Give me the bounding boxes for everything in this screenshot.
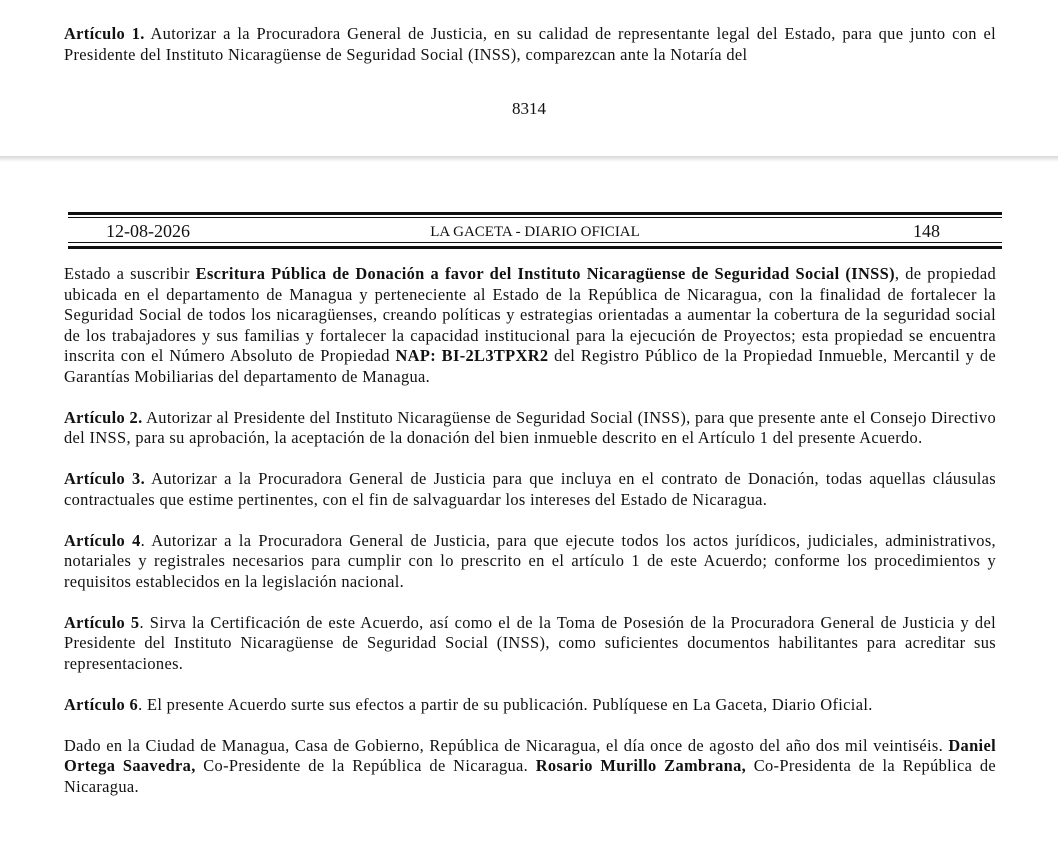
header-title: LA GACETA - DIARIO OFICIAL (430, 224, 640, 240)
article-6-text: . El presente Acuerdo surte sus efectos a partir de su publicación. Publíquese en La Gaceta, Diario Oficial. (138, 694, 873, 714)
header-rule-bottom-thick (68, 246, 1002, 249)
page-separator (0, 156, 1058, 162)
bold-nap-number: NAP: BI-2L3TPXR2 (395, 346, 549, 365)
article-1-text: Autorizar a la Procuradora General de Justicia, en su calidad de representante legal del Estado, para que junto con el Presidente del Instituto Nicaragüense de Seguridad Social (INSS), comparezcan ante la Notaría del (64, 24, 996, 64)
header-issue-number: 148 (913, 221, 940, 241)
page-number: 8314 (512, 99, 546, 118)
signatory-2: Rosario Murillo Zambrana, (535, 756, 747, 775)
gazette-header (68, 212, 1002, 249)
article-2-text: Autorizar al Presidente del Instituto Nicaragüense de Seguridad Social (INSS), para que presente ante el Consejo Directivo del INSS, para su aprobación, la aceptación de la donación del bien inmueble descrito en el Artículo 1 del presente Acuerdo. (64, 407, 996, 447)
text-run: Co-Presidenta de la República de Nicaragua. (64, 756, 997, 796)
text-run: Co-Presidente de la República de Nicaragua. (195, 756, 536, 775)
article-2-paragraph (64, 408, 996, 449)
article-3-text: Autorizar a la Procuradora General de Justicia para que incluya en el contrato de Donación, todas aquellas cláusulas contractuales que estime pertinentes, con el fin de salvaguardar los intereses del Estado de Nicaragua. (64, 469, 996, 509)
article-2-label: Artículo 2. (64, 407, 143, 427)
bold-donation-title: Escritura Pública de Donación a favor del Instituto Nicaragüense de Seguridad Social (INSS) (195, 264, 895, 283)
article-4-text: . Autorizar a la Procuradora General de Justicia, para que ejecute todos los actos jurídicos, judiciales, administrativos, notariales y registrales necesarios para cumplir con lo prescrito en el artículo 1 de este Acuerdo; conforme los procedimientos y requisitos establecidos en la legislación nacional. (64, 530, 996, 591)
header-date: 12-08-2026 (106, 221, 190, 241)
article-4-paragraph (64, 531, 996, 593)
article-3-paragraph (64, 469, 996, 510)
article-1-label: Artículo 1. (64, 24, 145, 43)
article-1-paragraph (64, 24, 996, 65)
closing-paragraph (64, 736, 996, 798)
text-run: del Registro Público de la Propiedad Inmueble, Mercantil y de Garantías Mobiliarias del departamento de Managua. (64, 346, 997, 386)
article-6-label: Artículo 6 (64, 694, 139, 714)
header-rule-top-thin (68, 217, 1002, 218)
header-rule-top-thick (68, 212, 1002, 215)
text-run: Estado a suscribir (64, 264, 196, 283)
previous-page (0, 0, 1058, 156)
article-4-label: Artículo 4 (64, 530, 141, 550)
header-rule-bottom-thin (68, 242, 1002, 243)
article-5-paragraph (64, 613, 996, 675)
text-run: , de propiedad ubicada en el departamento de Managua y perteneciente al Estado de la República de Nicaragua, con la finalidad de fortalecer la Seguridad Social de todos los nicaragüenses, creando políticas y estrategias orientadas a aumentar la cobertura de la seguridad social de los trabajadores y sus familias y fortalecer la capacidad institucional para la ejecución de Proyectos; esta propiedad se encuentra inscrita con el Número Absoluto de Propiedad (64, 264, 996, 365)
paragraph-estado (64, 264, 996, 387)
article-5-label: Artículo 5 (64, 612, 140, 632)
article-3-label: Artículo 3. (64, 469, 146, 488)
article-6-paragraph (64, 695, 996, 716)
document-body (64, 264, 996, 797)
article-5-text: . Sirva la Certificación de este Acuerdo, así como el de la Toma de Posesión de la Procuradora General de Justicia y del Presidente del Instituto Nicaragüense de Seguridad Social (INSS), como suficientes documentos habilitantes para acreditar sus representaciones. (64, 612, 996, 673)
signatory-1: Daniel Ortega Saavedra, (64, 735, 996, 775)
text-run: Dado en la Ciudad de Managua, Casa de Gobierno, República de Nicaragua, el día once de agosto del año dos mil veintiséis. (64, 735, 949, 755)
